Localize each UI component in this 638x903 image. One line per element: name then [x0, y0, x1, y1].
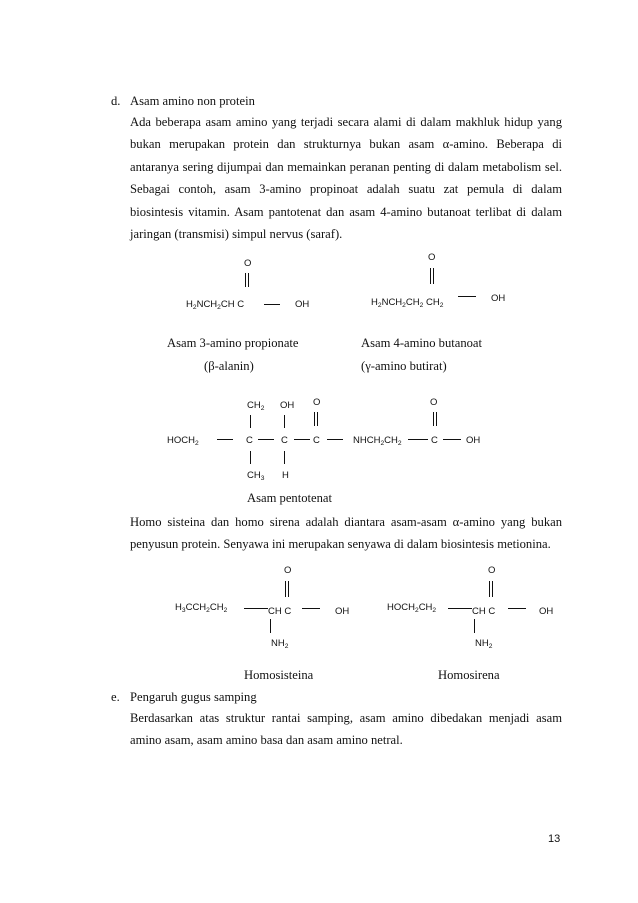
homoserine-bond-2: [508, 608, 526, 609]
pantothenic-double-bond-2-right: [436, 412, 437, 426]
beta-alanine-bond: [264, 304, 280, 305]
section-d-paragraph: Ada beberapa asam amino yang terjadi secara alami di dalam makhluk hidup yang bukan merupakan protein dan strukturnya bukan asam α-amino. Beberapa di antaranya sering dijumpai dan memainkan peranan penting di dalam metabolism sel. Sebagai contoh, asam 3-amino propinoat adalah suatu zat pemula di dalam biosintesis vitamin. Asam pantotenat dan asam 4-amino butanoat terlibat di dalam jaringan (transmisi) simpul nervus (saraf).: [130, 115, 562, 242]
homocysteine-nh2: $NH_2$: [271, 638, 289, 650]
gaba-alt-name: (γ-amino butirat): [361, 359, 447, 373]
homoserine-bond-nh: [474, 619, 475, 633]
pantothenic-oh-top: OH: [280, 400, 295, 411]
homocysteine-oxygen: O: [284, 565, 292, 576]
homocysteine-double-bond-left: [285, 581, 286, 597]
homocysteine-double-bond-right: [288, 581, 289, 597]
homocysteine-chain: $H_3CCH_2CH_2$: [175, 602, 228, 614]
pantothenic-c3: C: [313, 435, 320, 446]
gaba-double-bond-left: [430, 268, 431, 284]
pantothenic-nh-chain: $NHCH_2CH_2$: [353, 435, 402, 447]
homocysteine-bond-2: [302, 608, 320, 609]
homocysteine-oh: OH: [335, 606, 350, 617]
beta-alanine-double-bond-left: [245, 273, 246, 287]
pantothenic-ch3: $CH_3$: [247, 470, 265, 482]
homocysteine-bond-1: [244, 608, 268, 609]
pantothenic-c2: C: [281, 435, 288, 446]
pantothenic-double-bond-2-left: [433, 412, 434, 426]
pantothenic-bond-3: [294, 439, 310, 440]
homocysteine-bond-nh: [270, 619, 271, 633]
gaba-chain: $H_2NCH_2CH_2$ $CH_2$: [371, 297, 444, 309]
beta-alanine-chain: $H_2NCH_2CH$ C: [186, 299, 245, 311]
pantothenic-bond-5: [408, 439, 428, 440]
pantothenic-bond-4: [327, 439, 343, 440]
gaba-bond: [458, 296, 476, 297]
gaba-name: Asam 4-amino butanoat: [361, 336, 483, 350]
pantothenic-bond-c1-up: [250, 415, 251, 428]
pantothenic-double-bond-1-right: [317, 412, 318, 426]
beta-alanine-name: Asam 3-amino propionate: [167, 336, 299, 350]
beta-alanine-alt-name: (β-alanin): [204, 359, 254, 373]
homoserine-oxygen: O: [488, 565, 496, 576]
pantothenic-name: Asam pentotenat: [247, 491, 332, 505]
section-e-marker: e.: [111, 690, 120, 704]
homocysteine-name: Homosisteina: [244, 668, 314, 682]
section-e-paragraph: Berdasarkan atas struktur rantai samping, asam amino dibedakan menjadi asam amino asam, asam amino basa dan asam amino netral.: [130, 711, 562, 748]
pantothenic-oxygen-1: O: [313, 397, 321, 408]
homoserine-double-bond-right: [492, 581, 493, 597]
page-number: 13: [548, 833, 561, 845]
pantothenic-bond-2: [258, 439, 274, 440]
pantothenic-c4: C: [431, 435, 438, 446]
homoserine-nh2: $NH_2$: [475, 638, 493, 650]
pantothenic-bond-c2-down: [284, 451, 285, 464]
pantothenic-bond-6: [443, 439, 461, 440]
homo-paragraph: Homo sisteina dan homo sirena adalah diantara asam-asam α-amino yang bukan penyusun protein. Senyawa ini merupakan senyawa di dalam biosintesis metionina.: [130, 515, 562, 552]
pantothenic-h: H: [282, 470, 289, 481]
homoserine-oh: OH: [539, 606, 554, 617]
homoserine-name: Homosirena: [438, 668, 500, 682]
beta-alanine-double-bond-right: [248, 273, 249, 287]
beta-alanine-oxygen: O: [244, 258, 252, 269]
section-d-marker: d.: [111, 94, 121, 108]
pantothenic-hoch2: $HOCH_2$: [167, 435, 199, 447]
pantothenic-double-bond-1-left: [314, 412, 315, 426]
pantothenic-c1: C: [246, 435, 253, 446]
homoserine-bond-1: [448, 608, 472, 609]
pantothenic-oh-end: OH: [466, 435, 481, 446]
pantothenic-bond-1: [217, 439, 233, 440]
homoserine-double-bond-left: [489, 581, 490, 597]
pantothenic-bond-c2-up: [284, 415, 285, 428]
homoserine-chain: $HOCH_2CH_2$: [387, 602, 437, 614]
beta-alanine-oh: OH: [295, 299, 310, 310]
homoserine-chc: CH C: [472, 606, 496, 617]
gaba-oxygen: O: [428, 252, 436, 263]
section-d-heading: Asam amino non protein: [130, 94, 255, 108]
section-e-heading: Pengaruh gugus samping: [130, 690, 257, 704]
gaba-oh: OH: [491, 293, 506, 304]
pantothenic-oxygen-2: O: [430, 397, 438, 408]
homocysteine-chc: CH C: [268, 606, 292, 617]
pantothenic-ch2-top: $CH_2$: [247, 400, 265, 412]
pantothenic-bond-c1-down: [250, 451, 251, 464]
gaba-double-bond-right: [433, 268, 434, 284]
